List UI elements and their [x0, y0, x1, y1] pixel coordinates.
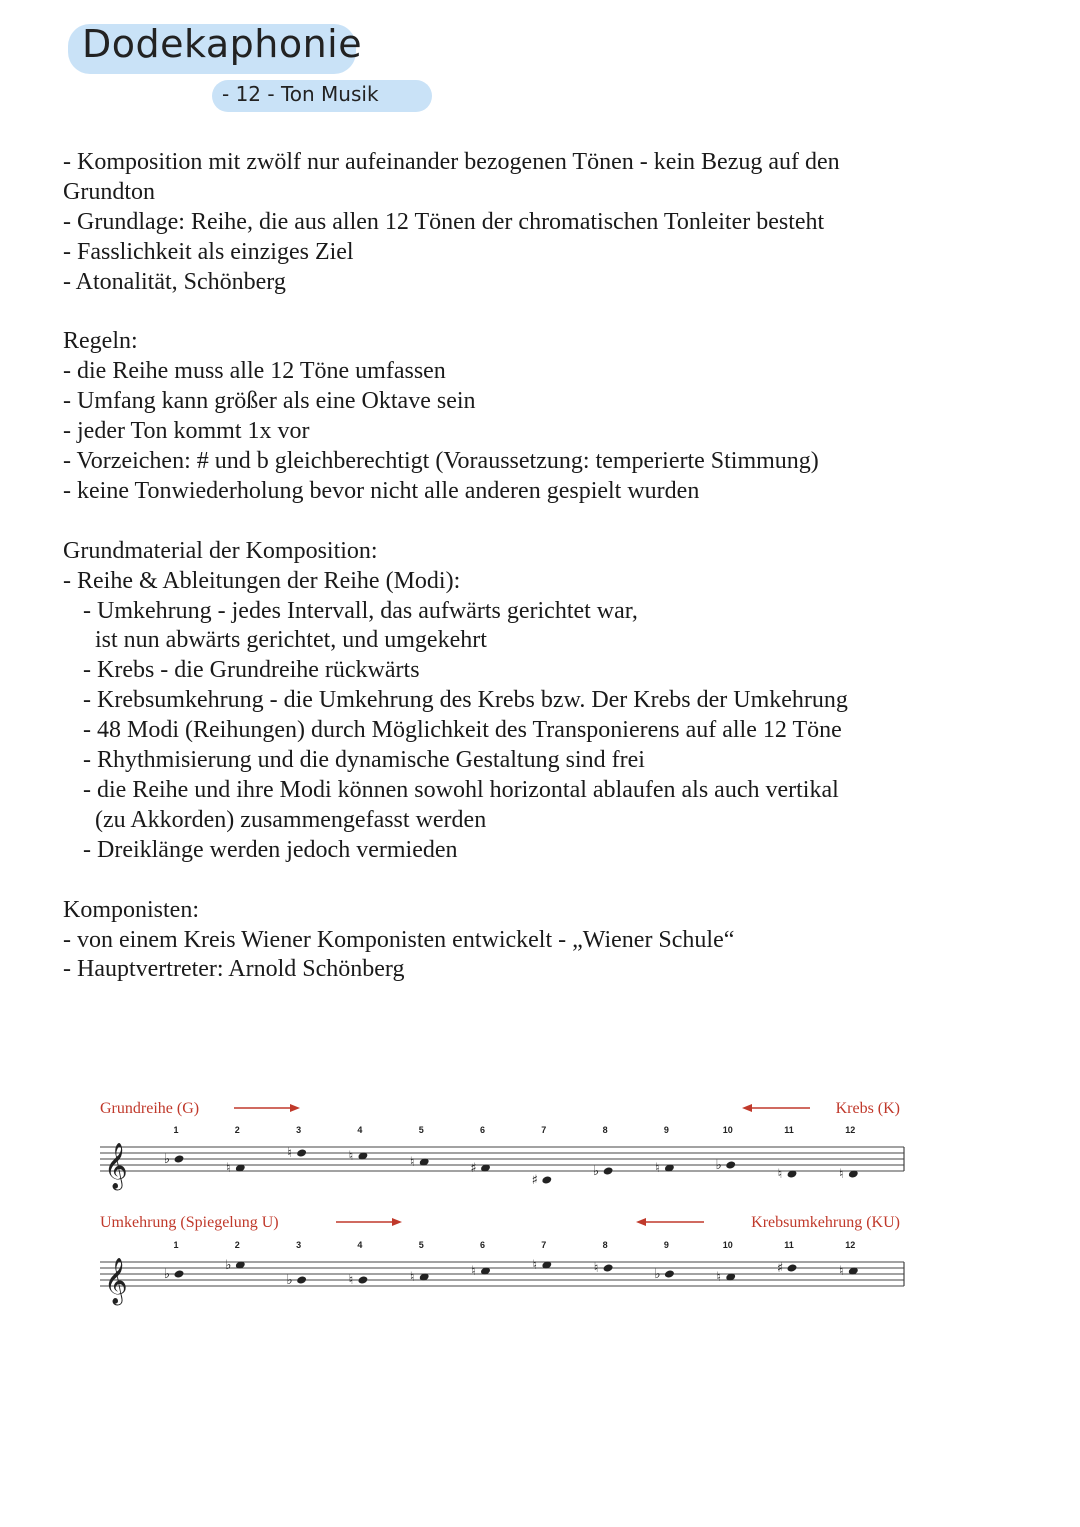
accidental-icon: ♮ [593, 1261, 599, 1276]
treble-clef-icon: 𝄞 [104, 1258, 128, 1304]
regeln-heading: Regeln: [63, 328, 138, 355]
intro-line: - Fasslichkeit als einziges Ziel [63, 238, 354, 265]
accidental-icon: ♮ [225, 1161, 231, 1176]
komponisten-heading: Komponisten: [63, 896, 199, 923]
krebs-label: Krebs (K) [835, 1100, 900, 1117]
note-head [296, 1148, 307, 1157]
document-body [63, 148, 1023, 985]
accidental-icon: ♮ [777, 1167, 783, 1182]
note-head [296, 1275, 307, 1284]
treble-clef-icon: 𝄞 [104, 1143, 128, 1189]
grundreihe-label: Grundreihe (G) [100, 1100, 200, 1117]
grundmaterial-sub-item: - Dreiklänge werden jedoch vermieden [83, 836, 458, 863]
note-number: 6 [479, 1240, 486, 1250]
intro-line: - Atonalität, Schönberg [63, 268, 286, 295]
note-head [357, 1275, 368, 1284]
accidental-icon: ♯ [776, 1261, 784, 1276]
regeln-item: - Umfang kann größer als eine Oktave sein [63, 388, 476, 415]
regeln-item: - die Reihe muss alle 12 Töne umfassen [63, 358, 446, 385]
note-number: 7 [541, 1240, 547, 1250]
intro-line: Grundton [63, 178, 155, 205]
note-number: 3 [296, 1125, 302, 1135]
accidental-icon: ♮ [409, 1270, 415, 1285]
note-number: 4 [357, 1125, 363, 1135]
note-number: 5 [418, 1125, 424, 1135]
note-number: 5 [418, 1240, 424, 1250]
komponisten-item: - Hauptvertreter: Arnold Schönberg [63, 956, 405, 983]
accidental-icon: ♮ [471, 1264, 476, 1279]
intro-line: - Grundlage: Reihe, die aus allen 12 Tönen der chromatischen Tonleiter besteht [63, 208, 825, 235]
accidental-icon: ♭ [286, 1273, 293, 1288]
accidental-icon: ♮ [348, 1149, 354, 1164]
grundmaterial-sub-item: - Umkehrung - jedes Intervall, das aufwärts gerichtet war, [83, 597, 638, 624]
accidental-icon: ♭ [593, 1164, 600, 1179]
note-number: 3 [296, 1240, 302, 1250]
note-number: 8 [602, 1125, 608, 1135]
note-number: 4 [357, 1240, 363, 1250]
page-title: Dodekaphonie [82, 22, 363, 66]
note-number: 2 [234, 1240, 240, 1250]
note-number: 1 [173, 1240, 179, 1250]
note-number: 10 [722, 1240, 733, 1250]
note-head [603, 1166, 614, 1175]
note-number: 6 [479, 1125, 486, 1135]
accidental-icon: ♮ [838, 1167, 844, 1182]
note-number: 2 [234, 1125, 240, 1135]
grundmaterial-sub-item: (zu Akkorden) zusammengefasst werden [95, 806, 487, 833]
note-head [541, 1175, 552, 1184]
regeln-item: - jeder Ton kommt 1x vor [63, 418, 310, 445]
accidental-icon: ♮ [348, 1273, 354, 1288]
note-number: 8 [602, 1240, 608, 1250]
note-number: 12 [845, 1125, 856, 1135]
right-arrow-icon [234, 1104, 300, 1112]
accidental-icon: ♮ [838, 1264, 844, 1279]
grundmaterial-sub-item: - Krebs - die Grundreihe rückwärts [83, 657, 420, 684]
accidental-icon: ♮ [532, 1258, 538, 1273]
accidental-icon: ♯ [470, 1161, 477, 1176]
note-number: 1 [173, 1125, 179, 1135]
accidental-icon: ♮ [287, 1146, 292, 1161]
page-subtitle: - 12 - Ton Musik [222, 82, 379, 106]
left-arrow-icon [636, 1218, 704, 1226]
note-number: 11 [784, 1240, 794, 1250]
krebsumkehrung-label: Krebsumkehrung (KU) [751, 1214, 900, 1231]
note-number: 11 [784, 1125, 794, 1135]
note-head [603, 1263, 614, 1272]
grundmaterial-sub-item: - Rhythmisierung und die dynamische Gestaltung sind frei [83, 747, 645, 774]
staff [100, 1262, 904, 1286]
regeln-item: - keine Tonwiederholung bevor nicht alle anderen gespielt wurden [63, 477, 700, 504]
note-number: 10 [722, 1125, 733, 1135]
intro-line: - Komposition mit zwölf nur aufeinander bezogenen Tönen - kein Bezug auf den [63, 149, 840, 175]
accidental-icon: ♮ [409, 1155, 415, 1170]
staff [100, 1147, 904, 1171]
accidental-icon: ♭ [715, 1158, 722, 1173]
komponisten-item: - von einem Kreis Wiener Komponisten entwickelt - „Wiener Schule“ [63, 926, 735, 953]
left-arrow-icon [742, 1104, 810, 1112]
note-head [174, 1269, 185, 1278]
accidental-icon: ♭ [163, 1267, 171, 1282]
accidental-icon: ♭ [225, 1258, 232, 1273]
note-head [725, 1160, 736, 1169]
grundmaterial-sub-item: - Krebsumkehrung - die Umkehrung des Krebs bzw. Der Krebs der Umkehrung [83, 687, 848, 714]
note-head [787, 1263, 798, 1272]
accidental-icon: ♯ [531, 1173, 538, 1188]
accidental-icon: ♭ [163, 1152, 171, 1167]
grundmaterial-heading: Grundmaterial der Komposition: [63, 537, 378, 564]
regeln-item: - Vorzeichen: # und b gleichberechtigt (Voraussetzung: temperierte Stimmung) [63, 448, 819, 475]
right-arrow-icon [336, 1218, 402, 1226]
note-number: 9 [663, 1125, 669, 1135]
twelve-tone-row-notation [0, 1080, 1080, 1320]
grundmaterial-sub-item: - 48 Modi (Reihungen) durch Möglichkeit des Transponierens auf alle 12 Töne [83, 717, 842, 744]
grundmaterial-sub-item: - die Reihe und ihre Modi können sowohl horizontal ablaufen als auch vertikal [83, 777, 839, 803]
accidental-icon: ♭ [654, 1267, 661, 1282]
grundmaterial-item: - Reihe & Ableitungen der Reihe (Modi): [63, 567, 461, 594]
accidental-icon: ♮ [716, 1270, 722, 1285]
note-number: 7 [541, 1125, 547, 1135]
note-number: 12 [845, 1240, 856, 1250]
note-head [664, 1269, 675, 1278]
accidental-icon: ♮ [655, 1161, 660, 1176]
grundmaterial-sub-item: ist nun abwärts gerichtet, und umgekehrt [95, 627, 487, 654]
note-number: 9 [663, 1240, 669, 1250]
umkehrung-label: Umkehrung (Spiegelung U) [100, 1214, 279, 1231]
note-head [174, 1154, 185, 1163]
